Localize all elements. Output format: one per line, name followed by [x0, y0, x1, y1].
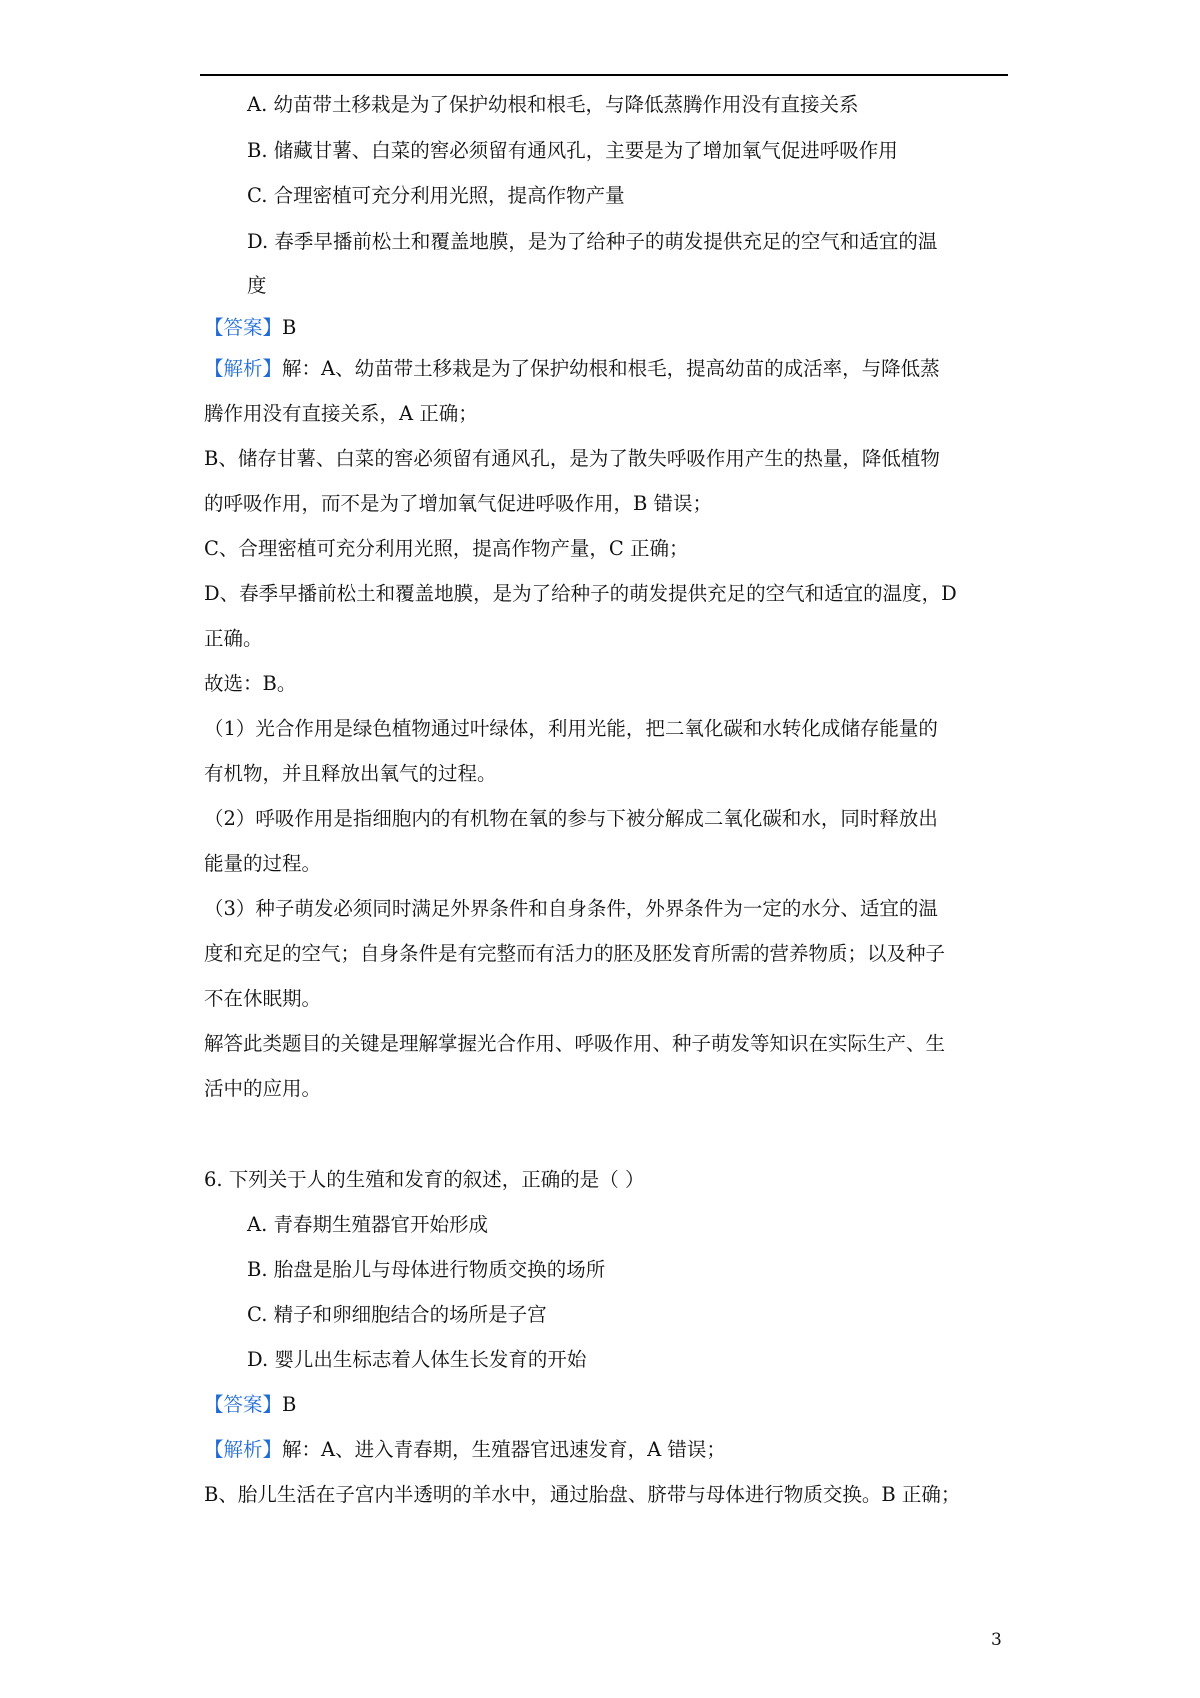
answer-tag: 【答案】 [204, 1393, 283, 1416]
q6-stem: 6. 下列关于人的生殖和发育的叙述，正确的是（ ） [204, 1168, 645, 1191]
q6-answer [204, 1393, 296, 1417]
analysis-line: B、储存甘薯、白菜的窖必须留有通风孔，是为了散失呼吸作用产生的热量，降低植物 [204, 447, 940, 470]
analysis-line: 能量的过程。 [204, 852, 322, 875]
analysis-line: 腾作用没有直接关系，A 正确； [204, 402, 478, 425]
q5-answer [204, 316, 296, 340]
analysis-line: （1）光合作用是绿色植物通过叶绿体，利用光能，把二氧化碳和水转化成储存能量的 [204, 717, 938, 740]
q6-analysis-first-line [204, 1438, 726, 1462]
q5-option-b: B. 储藏甘薯、白菜的窖必须留有通风孔，主要是为了增加氧气促进呼吸作用 [247, 139, 898, 162]
analysis-line: （3）种子萌发必须同时满足外界条件和自身条件，外界条件为一定的水分、适宜的温 [204, 897, 938, 920]
q5-analysis-first-line [204, 357, 940, 381]
analysis-line: 正确。 [204, 627, 263, 650]
header-rule [200, 74, 1008, 76]
q6-option-a: A. 青春期生殖器官开始形成 [247, 1213, 488, 1236]
q6-option-c: C. 精子和卵细胞结合的场所是子宫 [247, 1303, 547, 1326]
q5-option-c: C. 合理密植可充分利用光照，提高作物产量 [247, 184, 625, 207]
analysis-line: D、春季早播前松土和覆盖地膜，是为了给种子的萌发提供充足的空气和适宜的温度，D [204, 582, 957, 605]
analysis-tag: 【解析】 [204, 357, 283, 380]
analysis-line: （2）呼吸作用是指细胞内的有机物在氧的参与下被分解成二氧化碳和水，同时释放出 [204, 807, 938, 830]
analysis-tag: 【解析】 [204, 1438, 283, 1461]
analysis-line: 度和充足的空气；自身条件是有完整而有活力的胚及胚发育所需的营养物质；以及种子 [204, 942, 946, 965]
q6-option-d: D. 婴儿出生标志着人体生长发育的开始 [247, 1348, 587, 1371]
analysis-line: 解答此类题目的关键是理解掌握光合作用、呼吸作用、种子萌发等知识在实际生产、生 [204, 1032, 946, 1055]
analysis-line: 有机物，并且释放出氧气的过程。 [204, 762, 497, 785]
answer-value: B [282, 316, 297, 339]
answer-value: B [282, 1393, 297, 1416]
analysis-line: 故选：B。 [204, 672, 297, 695]
analysis-line: C、合理密植可充分利用光照，提高作物产量，C 正确； [204, 537, 689, 560]
analysis-line: 的呼吸作用，而不是为了增加氧气促进呼吸作用，B 错误； [204, 492, 713, 515]
page-number: 3 [991, 1630, 1002, 1650]
answer-tag: 【答案】 [204, 316, 283, 339]
analysis-text: 解：A、幼苗带土移栽是为了保护幼根和根毛，提高幼苗的成活率，与降低蒸 [282, 357, 940, 380]
q5-option-a: A. 幼苗带土移栽是为了保护幼根和根毛，与降低蒸腾作用没有直接关系 [247, 93, 859, 116]
q5-option-d: D. 春季早播前松土和覆盖地膜，是为了给种子的萌发提供充足的空气和适宜的温 [247, 230, 938, 253]
analysis-line: 活中的应用。 [204, 1077, 322, 1100]
q6-option-b: B. 胎盘是胎儿与母体进行物质交换的场所 [247, 1258, 606, 1281]
q5-option-d-continuation: 度 [247, 274, 267, 297]
analysis-text: 解：A、进入青春期，生殖器官迅速发育，A 错误； [282, 1438, 726, 1461]
analysis-line: B、胎儿生活在子宫内半透明的羊水中，通过胎盘、脐带与母体进行物质交换。B 正确； [204, 1483, 961, 1506]
analysis-line: 不在休眠期。 [204, 987, 322, 1010]
